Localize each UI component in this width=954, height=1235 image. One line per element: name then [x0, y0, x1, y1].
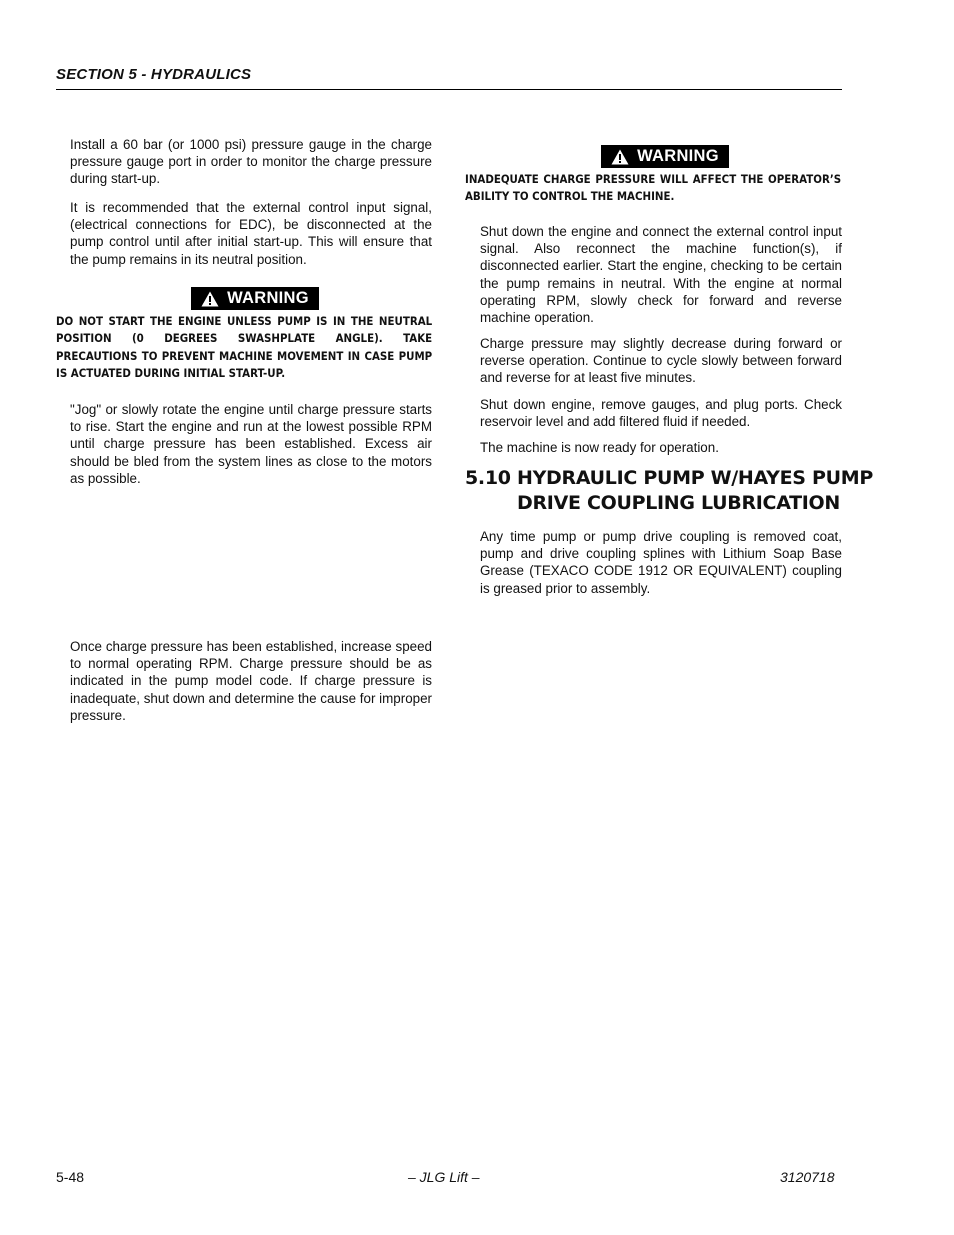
paragraph-install-gauge: Install a 60 bar (or 1000 psi) pressure gauge in the charge pressure gauge port in order to monitor the charge pressure during start-up. [70, 137, 432, 187]
paragraph-charge-pressure-decrease: Charge pressure may slightly decrease during forward or reverse operation. Continue to cycle slowly between forward and reverse for at least five minutes. [480, 336, 842, 386]
warning-triangle-icon [611, 149, 629, 165]
warning-text-left: DO NOT START THE ENGINE UNLESS PUMP IS IN THE NEUTRAL POSITION (0 DEGREES SWASHPLATE ANGLE). TAKE PRECAUTIONS TO PREVENT MACHINE MOVEMENT IN CASE PUMP IS ACTUATED DURING INITIAL START-UP. [56, 314, 433, 380]
warning-triangle-icon [201, 291, 219, 307]
paragraph-ready: The machine is now ready for operation. [480, 440, 719, 455]
warning-label-left [191, 287, 319, 310]
paragraph-shut-down-connect: Shut down the engine and connect the external control input signal. Also reconnect the machine function(s), if disconnected earlier. Start the engine, checking to be certain the pump remains in neutral. With the engine at normal operating RPM, slowly check for forward and reverse machine operation. [480, 224, 842, 326]
paragraph-increase-speed: Once charge pressure has been established, increase speed to normal operating RPM. Charge pressure should be as indicated in the pump model code. If charge pressure is inadequate, shut down and determine the cause for improper pressure. [70, 639, 432, 723]
warning-label-right [601, 145, 729, 168]
paragraph-remove-gauges: Shut down engine, remove gauges, and plug ports. Check reservoir level and add filtered fluid if needed. [480, 397, 842, 430]
warning-text-right: INADEQUATE CHARGE PRESSURE WILL AFFECT THE OPERATOR’S ABILITY TO CONTROL THE MACHINE. [465, 172, 842, 204]
warning-label-text: WARNING [637, 147, 719, 165]
warning-label-text: WARNING [227, 289, 309, 307]
heading-line-2: DRIVE COUPLING LUBRICATION [517, 492, 841, 514]
document-number: 3120718 [780, 1169, 835, 1185]
section-title: SECTION 5 - HYDRAULICS [56, 66, 252, 83]
paragraph-jog-engine: "Jog" or slowly rotate the engine until charge pressure starts to rise. Start the engine and run at the lowest possible RPM until charge pressure has been established. Excess air should be bled from the system lines as close to the motors as possible. [70, 402, 432, 486]
header-divider [56, 89, 842, 90]
paragraph-disconnect-signal: It is recommended that the external control input signal, (electrical connections for EDC), be disconnected at the pump control until after initial start-up. This will ensure that the pump remains in its neutral position. [70, 200, 432, 267]
page-number: 5-48 [56, 1169, 85, 1185]
paragraph-lubrication: Any time pump or pump drive coupling is removed coat, pump and drive coupling splines with Lithium Soap Base Grease (TEXACO CODE 1912 OR EQUIVALENT) coupling is greased prior to assembly. [480, 529, 842, 596]
section-heading-5-10 [465, 466, 873, 516]
heading-line-1: 5.10 HYDRAULIC PUMP W/HAYES PUMP [465, 467, 873, 489]
footer-brand: – JLG Lift – [408, 1169, 480, 1185]
